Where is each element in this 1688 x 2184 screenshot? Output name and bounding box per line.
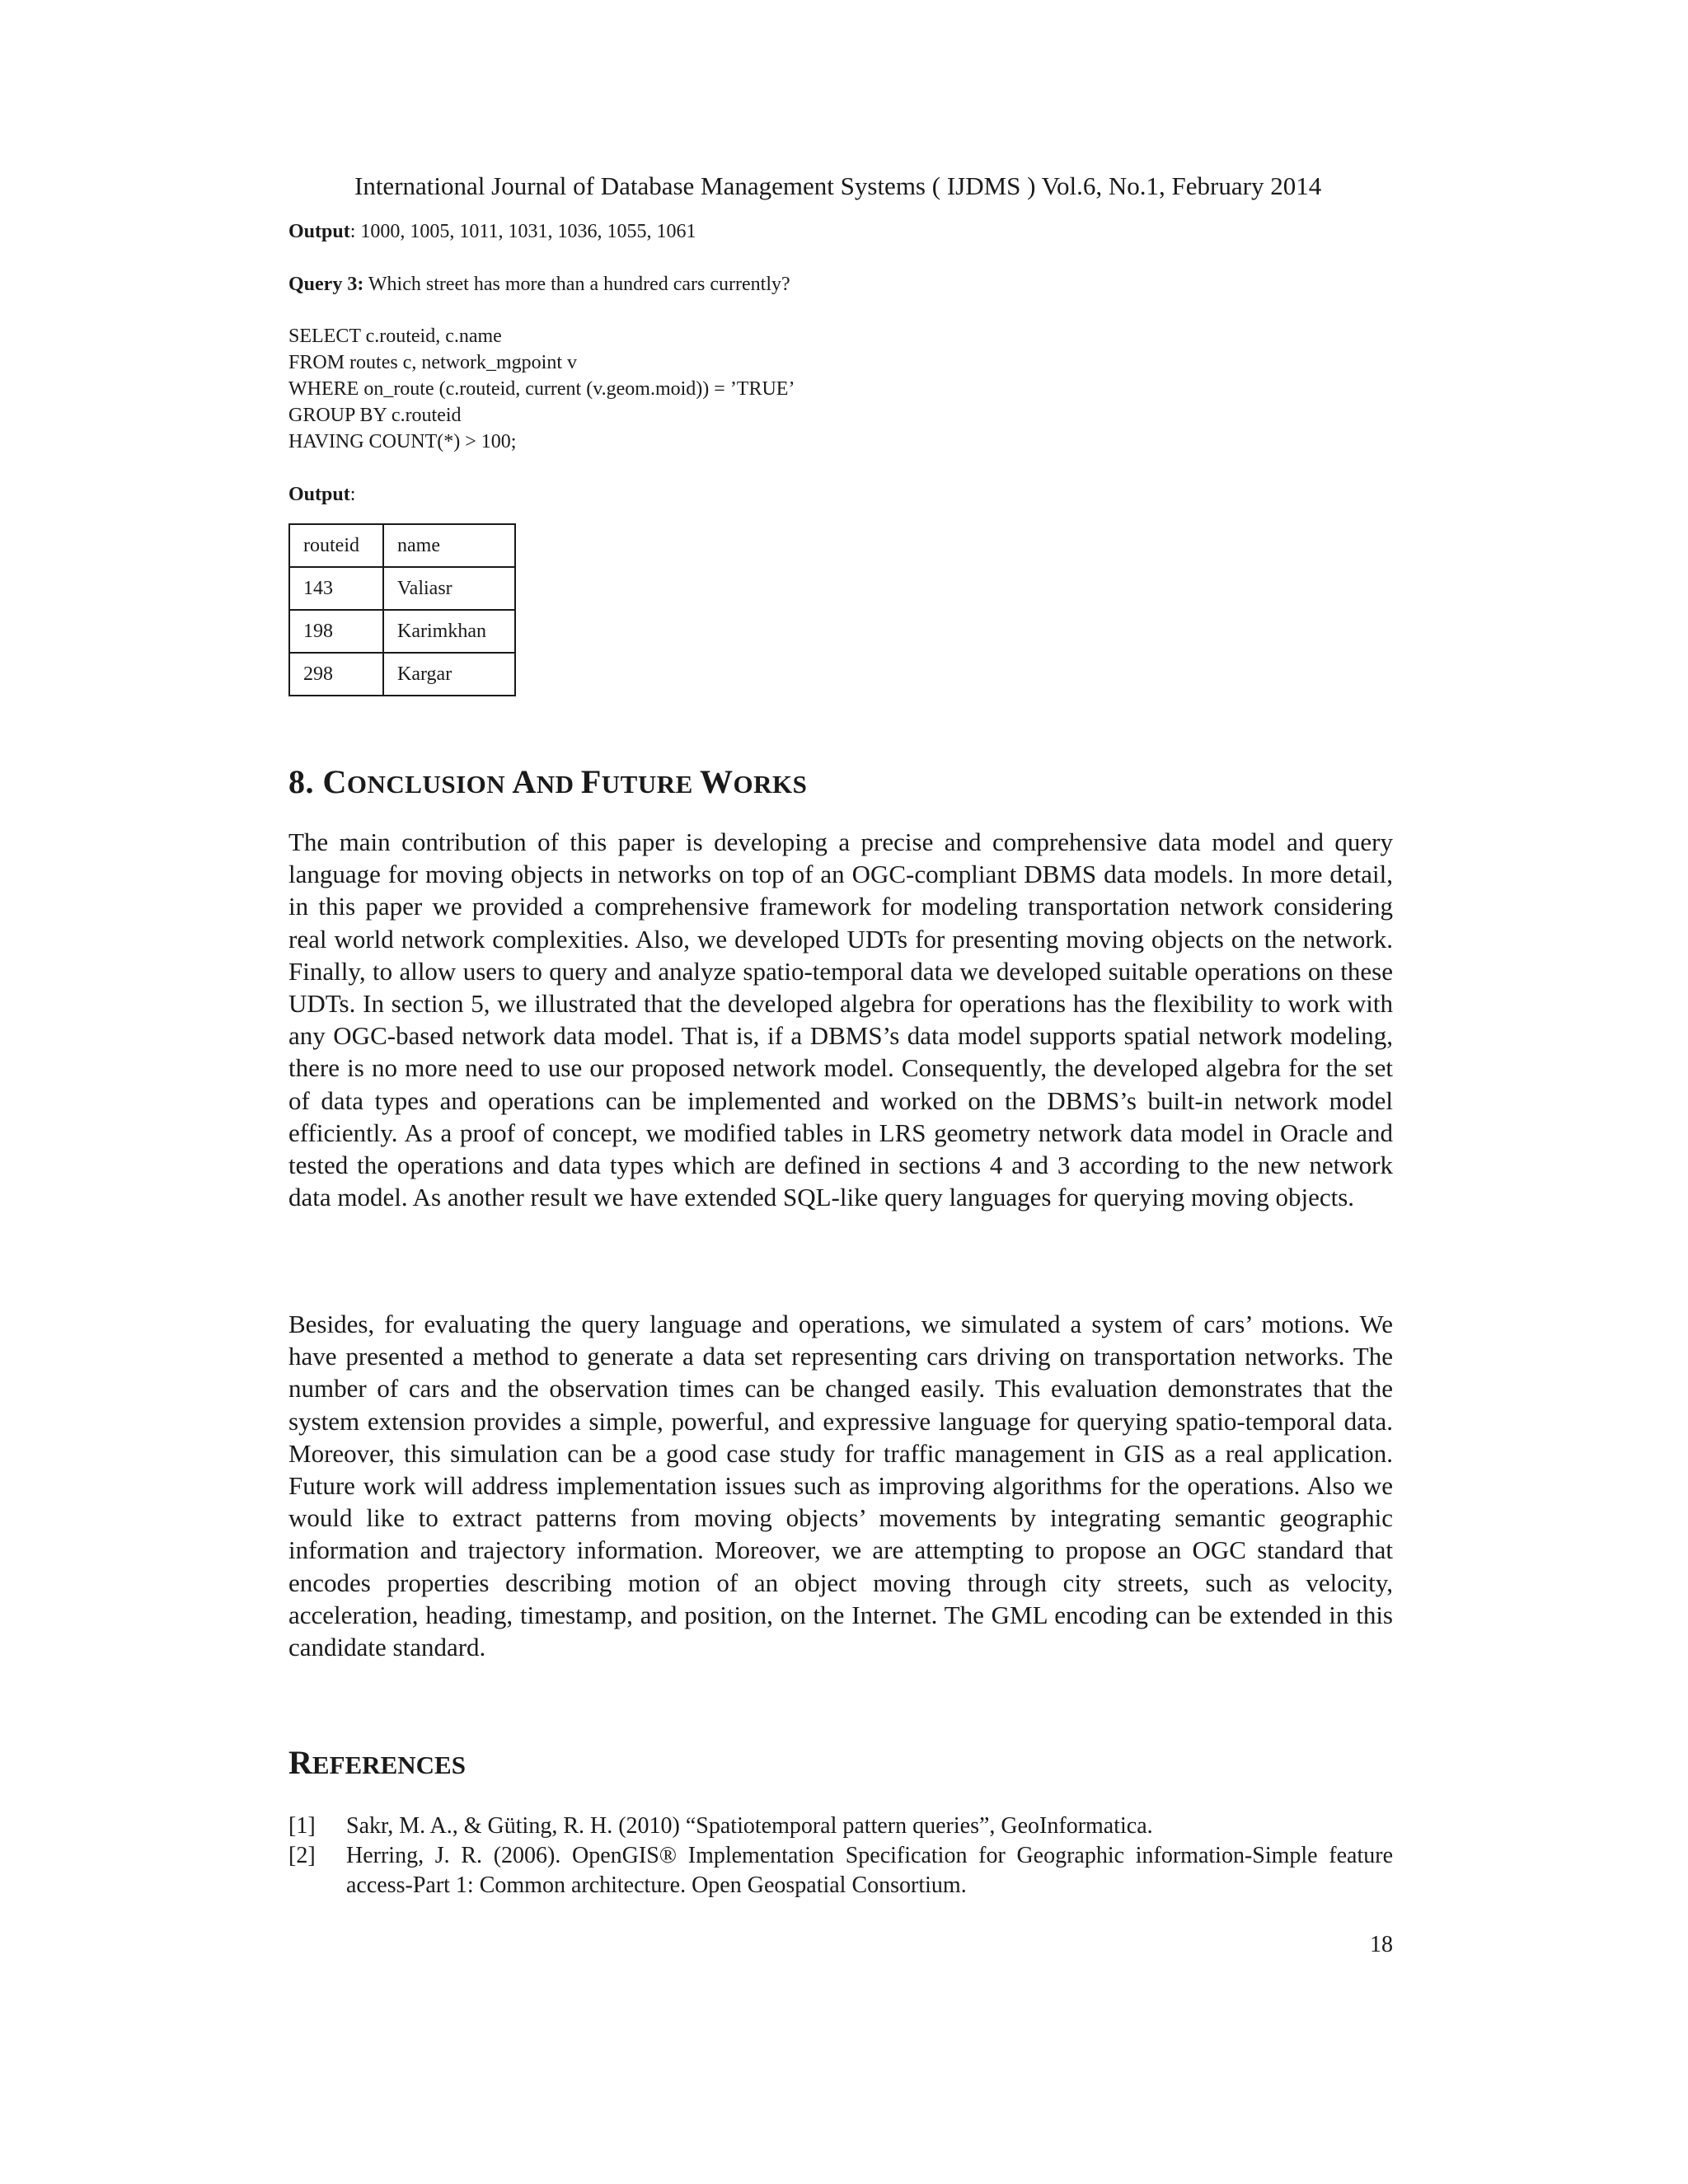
table-header-cell: name bbox=[383, 524, 515, 567]
references-heading: REFERENCES bbox=[288, 1744, 466, 1781]
table-header-row bbox=[289, 524, 515, 567]
reference-text: Herring, J. R. (2006). OpenGIS® Implementation Specification for Geographic information-Simple feature access-Part 1: Common architecture. Open Geospatial Consortium. bbox=[346, 1843, 1393, 1898]
query-3-label: Query 3: bbox=[288, 274, 364, 295]
reference-text: Sakr, M. A., & Güting, R. H. (2010) “Spatiotemporal pattern queries”, GeoInformatica. bbox=[346, 1813, 1153, 1839]
output-line bbox=[288, 221, 696, 243]
table-row bbox=[289, 610, 515, 653]
sql-line: WHERE on_route (c.routeid, current (v.geom.moid)) = ’TRUE’ bbox=[288, 378, 795, 400]
table-cell: Valiasr bbox=[383, 567, 515, 610]
reference-number: [1] bbox=[288, 1813, 316, 1839]
reference-item bbox=[288, 1841, 1393, 1900]
body-paragraph: The main contribution of this paper is developing a precise and comprehensive data model and query language for moving objects in networks on top of an OGC-compliant DBMS data models. In more detail, in this paper we provided a comprehensive framework for modeling transportation network considering real world network complexities. Also, we developed UDTs for presenting moving objects on the network. Finally, to allow users to query and analyze spatio-temporal data we developed suitable operations on these UDTs. In section 5, we illustrated that the developed algebra for operations has the flexibility to work with any OGC-based network data model. That is, if a DBMS’s data model supports spatial network modeling, there is no more need to use our proposed network model. Consequently, the developed algebra for the set of data types and operations can be implemented and worked on the DBMS’s built-in network model efficiently. As a proof of concept, we modified tables in LRS geometry network data model in Oracle and tested the operations and data types which are defined in sections 4 and 3 according to the new network data model. As another result we have extended SQL-like query languages for querying moving objects. bbox=[288, 827, 1393, 1212]
sql-code-block bbox=[288, 323, 795, 455]
table-header-cell: routeid bbox=[289, 524, 383, 567]
table-cell: 143 bbox=[289, 567, 383, 610]
table-row bbox=[289, 653, 515, 696]
sql-line: HAVING COUNT(*) > 100; bbox=[288, 431, 517, 452]
output-values: : 1000, 1005, 1011, 1031, 1036, 1055, 1061 bbox=[349, 221, 696, 242]
table-cell: 298 bbox=[289, 653, 383, 696]
output-2-label: Output bbox=[288, 484, 350, 505]
query-3-text: Which street has more than a hundred cars currently? bbox=[363, 274, 790, 295]
table-cell: Kargar bbox=[383, 653, 515, 696]
reference-number: [2] bbox=[288, 1843, 316, 1868]
sql-line: SELECT c.routeid, c.name bbox=[288, 326, 502, 347]
section-heading: 8. CONCLUSION AND FUTURE WORKS bbox=[288, 763, 808, 800]
query-3-line bbox=[288, 274, 790, 296]
table-row bbox=[289, 567, 515, 610]
table-cell: Karimkhan bbox=[383, 610, 515, 653]
sql-line: GROUP BY c.routeid bbox=[288, 405, 462, 426]
table-cell: 198 bbox=[289, 610, 383, 653]
body-paragraph: Besides, for evaluating the query language and operations, we simulated a system of cars’ motions. We have presented a method to generate a data set representing cars driving on transportation networks. The number of cars and the observation times can be changed easily. This evaluation demonstrates that the system extension provides a simple, powerful, and expressive language for querying spatio-temporal data. Moreover, this simulation can be a good case study for traffic management in GIS as a real application. Future work will address implementation issues such as improving algorithms for the operations. Also we would like to extract patterns from moving objects’ movements by integrating semantic geographic information and trajectory information. Moreover, we are attempting to propose an OGC standard that encodes properties describing motion of an object moving through city streets, such as velocity, acceleration, heading, timestamp, and position, on the Internet. The GML encoding can be extended in this candidate standard. bbox=[288, 1310, 1393, 1662]
sql-line: FROM routes c, network_mgpoint v bbox=[288, 352, 577, 373]
result-table bbox=[288, 523, 516, 696]
output-2-colon: : bbox=[349, 484, 356, 505]
page-number: 18 bbox=[1370, 1932, 1393, 1957]
output-label: Output bbox=[288, 221, 350, 242]
reference-item bbox=[288, 1811, 1393, 1841]
output-2-line bbox=[288, 484, 355, 506]
running-head: International Journal of Database Management Systems ( IJDMS ) Vol.6, No.1, February 2014 bbox=[354, 171, 1322, 200]
